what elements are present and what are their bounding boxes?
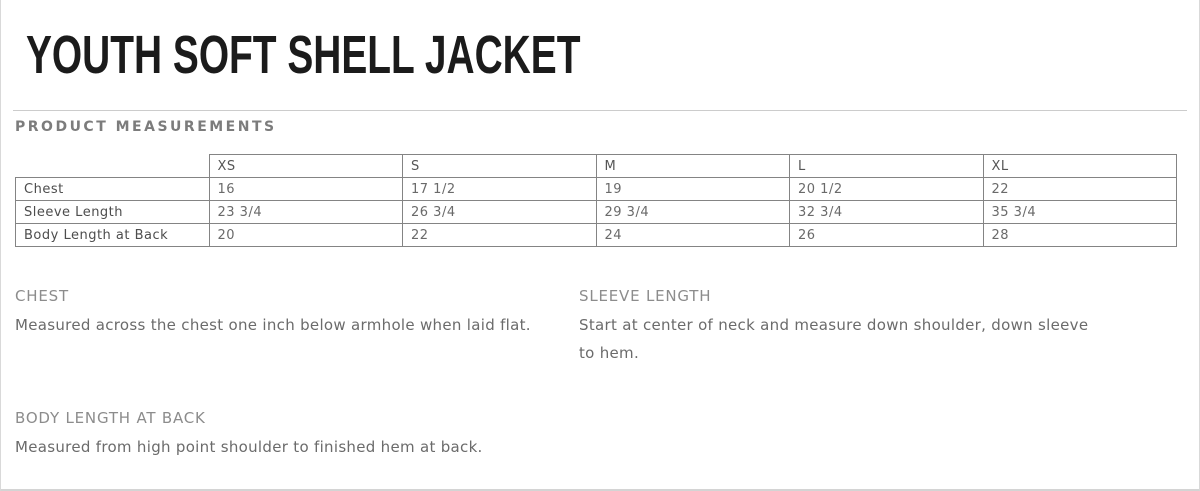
sleeve-value-s: 26 3/4 (403, 201, 597, 224)
row-label-body-length: Body Length at Back (16, 224, 210, 247)
body-length-value-l: 26 (790, 224, 984, 247)
sleeve-value-xs: 23 3/4 (209, 201, 403, 224)
definition-body-length (15, 409, 579, 461)
chest-value-m: 19 (596, 178, 790, 201)
column-header-s: S (403, 155, 597, 178)
body-length-value-m: 24 (596, 224, 790, 247)
size-table-header-row (16, 155, 1177, 178)
definition-body-length-term: BODY LENGTH AT BACK (15, 409, 206, 427)
definition-sleeve-length (579, 287, 1185, 367)
size-table (15, 154, 1177, 247)
definition-body-length-description: Measured from high point shoulder to finished hem at back. (15, 438, 483, 456)
table-row-body-length (16, 224, 1177, 247)
definition-sleeve-length-description: Start at center of neck and measure down shoulder, down sleeve to hem. (579, 316, 1089, 362)
column-header-m: M (596, 155, 790, 178)
chest-value-xs: 16 (209, 178, 403, 201)
definition-chest-description: Measured across the chest one inch below armhole when laid flat. (15, 316, 531, 334)
row-label-chest: Chest (16, 178, 210, 201)
row-label-sleeve-length: Sleeve Length (16, 201, 210, 224)
definition-sleeve-length-term: SLEEVE LENGTH (579, 287, 712, 305)
measurement-definitions (15, 287, 1185, 461)
chest-value-l: 20 1/2 (790, 178, 984, 201)
size-table-corner-cell (16, 155, 210, 178)
chest-value-s: 17 1/2 (403, 178, 597, 201)
column-header-l: L (790, 155, 984, 178)
definition-chest (15, 287, 579, 367)
column-header-xs: XS (209, 155, 403, 178)
body-length-value-xs: 20 (209, 224, 403, 247)
sleeve-value-xl: 35 3/4 (983, 201, 1177, 224)
definition-chest-term: CHEST (15, 287, 69, 305)
chest-value-xl: 22 (983, 178, 1177, 201)
table-row-sleeve-length (16, 201, 1177, 224)
sleeve-value-m: 29 3/4 (596, 201, 790, 224)
body-length-value-s: 22 (403, 224, 597, 247)
page-title (26, 27, 1199, 83)
page-title-text: YOUTH SOFT SHELL JACKET (26, 25, 581, 85)
sleeve-value-l: 32 3/4 (790, 201, 984, 224)
body-length-value-xl: 28 (983, 224, 1177, 247)
column-header-xl: XL (983, 155, 1177, 178)
section-heading: PRODUCT MEASUREMENTS (15, 119, 277, 135)
table-row-chest (16, 178, 1177, 201)
divider-line (13, 110, 1187, 111)
